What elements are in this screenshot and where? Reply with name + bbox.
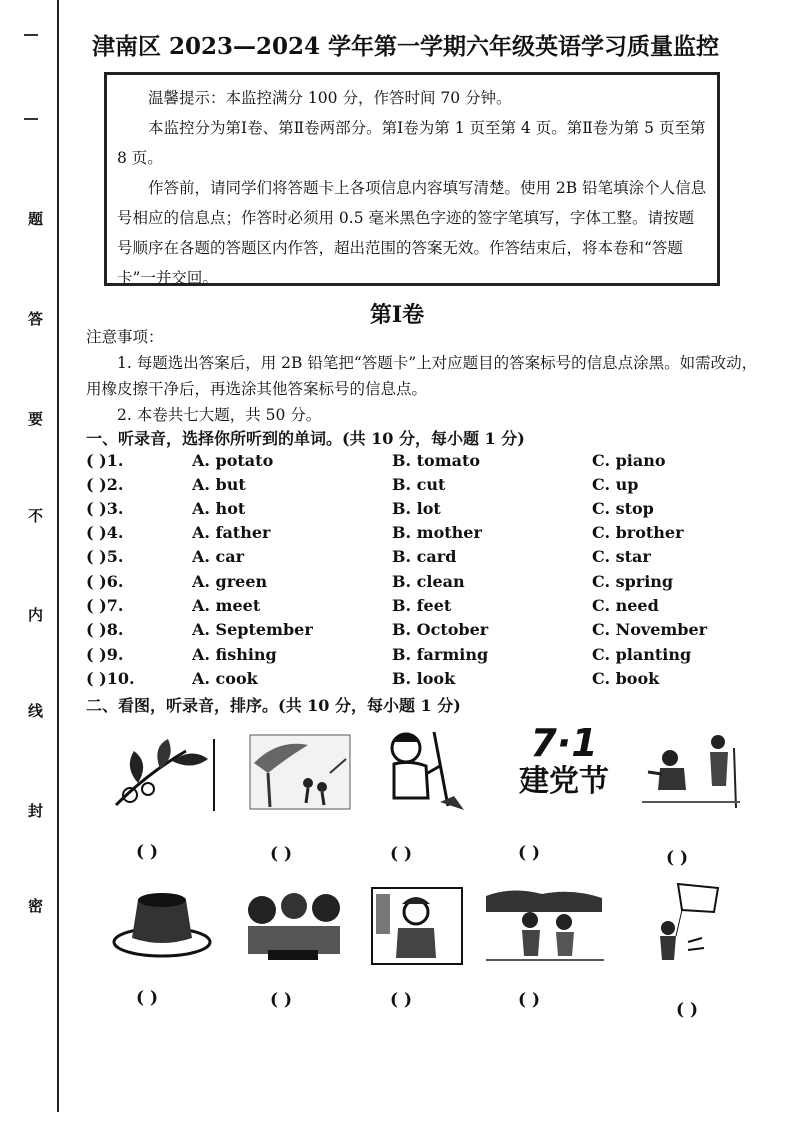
page-title: 津南区 2023—2024 学年第一学期六年级英语学习质量监控 xyxy=(92,33,720,60)
boy-flying-kite-picture xyxy=(648,880,730,970)
notice-line: 温馨提示：本监控满分 100 分，作答时间 70 分钟。 xyxy=(148,89,512,107)
binding-char: 题 xyxy=(28,210,44,228)
question-row xyxy=(86,499,766,523)
children-in-garden-picture xyxy=(482,886,608,966)
binding-char: 内 xyxy=(28,606,44,624)
binding-char: 线 xyxy=(28,702,44,720)
boy-sweeping-picture xyxy=(370,726,474,814)
question-number: ( )6. xyxy=(86,572,124,591)
binding-dash xyxy=(24,118,38,120)
notes-item: 2. 本卷共七大题，共 50 分。 xyxy=(117,406,322,424)
option-b: B. feet xyxy=(392,596,452,615)
leaves-branch-picture xyxy=(108,733,216,813)
question-number: ( )2. xyxy=(86,475,124,494)
question-row xyxy=(86,547,766,571)
answer-blank[interactable]: ( ) xyxy=(390,990,413,1010)
pudding-dessert-picture xyxy=(108,886,216,966)
option-c: C. star xyxy=(592,547,651,566)
notes-item: 1. 每题选出答案后，用 2B 铅笔把“答题卡”上对应题目的答案标号的信息点涂黑。如需改动，用橡皮擦干净后，再选涂其他答案标号的信息点。 xyxy=(86,354,758,398)
answer-blank[interactable]: ( ) xyxy=(270,844,293,864)
question-row xyxy=(86,475,766,499)
question-row xyxy=(86,572,766,596)
option-a: A. potato xyxy=(192,451,274,470)
family-eating-picture xyxy=(238,886,348,968)
option-b: B. clean xyxy=(392,572,465,591)
party-day-date: 7·1 xyxy=(530,721,598,765)
option-a: A. hot xyxy=(192,499,246,518)
answer-blank[interactable]: ( ) xyxy=(136,842,159,862)
option-c: C. need xyxy=(592,596,659,615)
option-b: B. farming xyxy=(392,645,489,664)
option-c: C. November xyxy=(592,620,708,639)
question-number: ( )9. xyxy=(86,645,124,664)
question-number: ( )1. xyxy=(86,451,124,470)
option-b: B. October xyxy=(392,620,489,639)
option-c: C. up xyxy=(592,475,639,494)
binding-char: 要 xyxy=(28,410,44,428)
question-row xyxy=(86,596,766,620)
option-b: B. tomato xyxy=(392,451,481,470)
answer-blank[interactable]: ( ) xyxy=(666,848,689,868)
option-a: A. car xyxy=(192,547,245,566)
section2-heading: 二、看图，听录音，排序。(共 10 分，每小题 1 分) xyxy=(86,696,461,715)
option-b: B. card xyxy=(392,547,457,566)
question-row xyxy=(86,669,766,693)
question-number: ( )4. xyxy=(86,523,124,542)
cook-in-kitchen-picture xyxy=(370,886,464,966)
binding-char: 答 xyxy=(28,310,44,328)
children-playing-outdoors-picture xyxy=(248,733,353,813)
option-a: A. cook xyxy=(192,669,258,688)
notice-box xyxy=(104,72,720,286)
option-a: A. meet xyxy=(192,596,261,615)
option-b: B. lot xyxy=(392,499,441,518)
option-a: A. September xyxy=(192,620,313,639)
option-c: C. planting xyxy=(592,645,692,664)
notice-line: 作答前，请同学们将答题卡上各项信息内容填写清楚。使用 2B 铅笔填涂个人信息号相应的信息点；作答时必须用 0.5 毫米黑色字迹的签字笔填写，字体工整。请按题号顺序在各题的答题区内作答，超出范围的答案无效。作答结束后，将本卷和“答题卡”一并交回。 xyxy=(117,179,707,287)
option-a: A. father xyxy=(192,523,271,542)
binding-char: 封 xyxy=(28,802,44,820)
question-row xyxy=(86,523,766,547)
notes-block xyxy=(86,324,766,428)
option-a: A. fishing xyxy=(192,645,277,664)
answer-blank[interactable]: ( ) xyxy=(270,990,293,1010)
question-number: ( )8. xyxy=(86,620,124,639)
question-number: ( )7. xyxy=(86,596,124,615)
answer-blank[interactable]: ( ) xyxy=(390,844,413,864)
people-digging-picture xyxy=(640,728,742,812)
notes-heading: 注意事项： xyxy=(86,328,164,346)
binding-line xyxy=(57,0,59,1112)
question-number: ( )5. xyxy=(86,547,124,566)
party-day-label: 建党节 xyxy=(519,764,609,799)
question-row xyxy=(86,645,766,669)
option-c: C. piano xyxy=(592,451,666,470)
option-b: B. cut xyxy=(392,475,446,494)
answer-blank[interactable]: ( ) xyxy=(136,988,159,1008)
option-a: A. but xyxy=(192,475,246,494)
option-a: A. green xyxy=(192,572,268,591)
binding-dash xyxy=(24,34,38,36)
question-row xyxy=(86,620,766,644)
option-c: C. stop xyxy=(592,499,654,518)
binding-char: 不 xyxy=(28,507,44,525)
option-c: C. book xyxy=(592,669,660,688)
section1-heading: 一、听录音，选择你所听到的单词。(共 10 分，每小题 1 分) xyxy=(86,429,525,448)
binding-char: 密 xyxy=(28,897,44,915)
notice-line: 本监控分为第Ⅰ卷、第Ⅱ卷两部分。第Ⅰ卷为第 1 页至第 4 页。第Ⅱ卷为第 5 页至第 8 页。 xyxy=(117,119,706,167)
answer-blank[interactable]: ( ) xyxy=(676,1000,699,1020)
option-b: B. mother xyxy=(392,523,482,542)
option-b: B. look xyxy=(392,669,456,688)
option-c: C. spring xyxy=(592,572,674,591)
party-day-picture xyxy=(508,722,620,812)
answer-blank[interactable]: ( ) xyxy=(518,843,541,863)
answer-blank[interactable]: ( ) xyxy=(518,990,541,1010)
question-number: ( )10. xyxy=(86,669,135,688)
option-c: C. brother xyxy=(592,523,684,542)
question-row xyxy=(86,451,766,475)
volume-heading: 第Ⅰ卷 xyxy=(369,302,425,328)
question-number: ( )3. xyxy=(86,499,124,518)
